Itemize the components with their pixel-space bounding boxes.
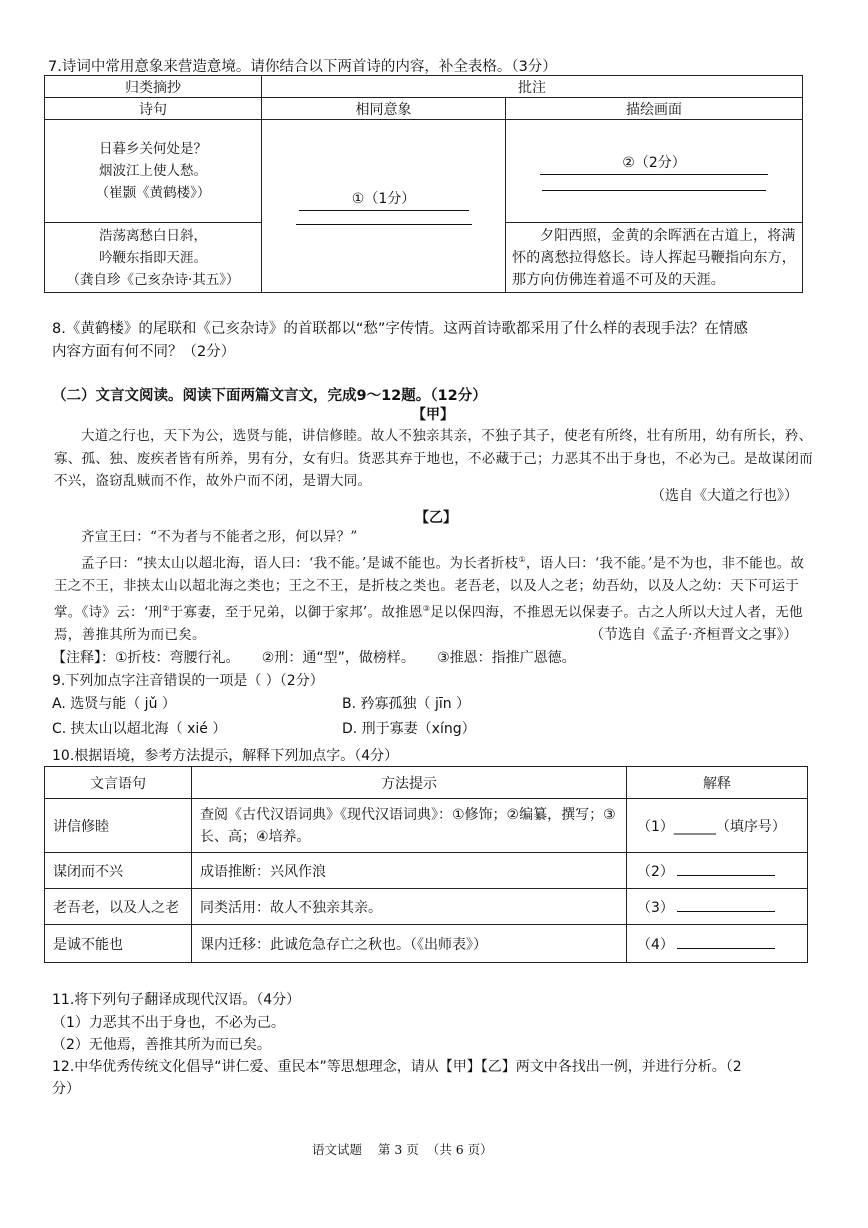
q10-answer-4[interactable]: （4） (627, 925, 808, 963)
q10-answer-3[interactable]: （3） (627, 889, 808, 925)
notes: 【注释】：①折枝：弯腰行礼。 ②刑：通“型”，做榜样。 ③推恩：指推广恩德。 (52, 650, 576, 666)
q10-sentence-2: 谋闭而不兴 (45, 853, 192, 889)
q7-table (44, 75, 803, 293)
q9-title: 9.下列加点字注音错误的一项是（ ）（2分） (52, 673, 324, 689)
q10-answer-2[interactable]: （2） (627, 853, 808, 889)
q10-hint-4: 课内迁移：此诚危急存亡之秋也。（《出师表》） (192, 925, 627, 963)
q10-hint-3: 同类活用：故人不独亲其亲。 (192, 889, 627, 925)
q7-header-right: 批注 (262, 76, 803, 98)
q11-title: 11.将下列句子翻译成现代汉语。（4分） (52, 992, 301, 1008)
q7-blank1-line2[interactable] (296, 223, 472, 225)
q8-line1: 8.《黄鹤楼》的尾联和《己亥杂诗》的首联都以“愁”字传情。这两首诗歌都采用了什么样的表现手法？在情感 (52, 321, 748, 337)
q7-header-left: 归类摘抄 (45, 76, 262, 98)
q11-sentence-1: （1）力恶其不出于身也，不必为己。 (52, 1015, 285, 1031)
q7-poem2: 浩荡离愁白日斜， 吟鞭东指即天涯。 （龚自珍《己亥杂诗·其五》） (45, 223, 262, 293)
q7-sub-image: 相同意象 (262, 98, 506, 120)
q9-option-d[interactable]: D. 刑于寡妻（xíng） (342, 721, 476, 737)
yi-p1: 齐宣王曰：“不为者与不能者之形，何以异？” (81, 529, 358, 545)
q10-hint-1: 查阅《古代汉语词典》《现代汉语词典》：①修饰；②编纂，撰写；③长、高；④培养。 (192, 799, 627, 853)
q12-line2: 分） (52, 1081, 80, 1097)
q8-line2: 内容方面有何不同？（2分） (52, 344, 236, 360)
q9-option-b[interactable]: B. 矜寡孤独（ jīn ） (342, 696, 471, 712)
q12-line1: 12.中华优秀传统文化倡导“讲仁爱、重民本”等思想理念，请从【甲】【乙】两文中各找出一例，并进行分析。（2 (52, 1059, 742, 1075)
q7-blank1[interactable]: ①（1分） (299, 188, 469, 211)
q7-blank2-cell (506, 120, 803, 223)
q10-sentence-3: 老吾老，以及人之老 (45, 889, 192, 925)
jia-source: （选自《大道之行也》） (651, 488, 798, 504)
section2-title: （二）文言文阅读。阅读下面两篇文言文，完成9～12题。（12分） (52, 388, 487, 404)
yi-p2: 孟子曰：“挟太山以超北海，语人曰：‘我不能。’是诚不能也。为长者折枝①，语人曰：‘我不能。’是不为也，非不能也。故王之不王，非挟太山以超北海之类也；王之不王，是折枝之类也。老吾老，以及人之老；幼吾幼，以及人之幼：天下可运于掌。《诗》云：‘刑②于寡妻，至于兄弟，以御于家邦’。故推恩③足以保四海，不推恩无以保妻子。古之人所以大过人者，无他焉，善推其所为而已矣。 (54, 555, 805, 643)
q7-sub-scene: 描绘画面 (506, 98, 803, 120)
q10-table (44, 766, 808, 963)
q7-scene2: 夕阳西照，金黄的余晖洒在古道上，将满怀的离愁拉得悠长。诗人挥起马鞭指向东方，那方向仿佛连着遥不可及的天涯。 (506, 223, 803, 293)
q10-sentence-4: 是诚不能也 (45, 925, 192, 963)
q10-header-answer: 解释 (627, 767, 808, 799)
q10-title: 10.根据语境，参考方法提示，解释下列加点字。（4分） (52, 748, 399, 764)
page-footer: 语文试题 第 3 页 （共 6 页） (312, 1142, 493, 1157)
q7-poem1: 日暮乡关何处是？ 烟波江上使人愁。 （崔颢《黄鹤楼》） (45, 120, 262, 223)
q11-sentence-2: （2）无他焉，善推其所为而已矣。 (52, 1037, 271, 1053)
yi-source: （节选自《孟子·齐桓晋文之事》） (590, 627, 798, 643)
q7-blank1-cell (262, 120, 506, 293)
q7-sub-poem: 诗句 (45, 98, 262, 120)
jia-label: 【甲】 (412, 407, 454, 423)
jia-text: 大道之行也，天下为公，选贤与能，讲信修睦。故人不独亲其亲，不独子其子，使老有所终，壮有所用，幼有所长，矜、寡、孤、独、废疾者皆有所养，男有分，女有归。货恶其弃于地也，不必藏于己；力恶其不出于身也，不必为己。是故谋闭而不兴，盗窃乱贼而不作，故外户而不闭，是谓大同。 (54, 428, 813, 489)
q10-header-sentence: 文言语句 (45, 767, 192, 799)
q9-option-c[interactable]: C. 挟太山以超北海（ xié ） (52, 721, 227, 737)
q10-hint-2: 成语推断：兴风作浪 (192, 853, 627, 889)
q10-sentence-1: 讲信修睦 (45, 799, 192, 853)
q7-blank2[interactable]: ②（2分） (540, 152, 768, 175)
q7-title: 7.诗词中常用意象来营造意境。请你结合以下两首诗的内容，补全表格。（3分） (48, 59, 557, 75)
q9-option-a[interactable]: A. 选贤与能（ jǔ ） (52, 696, 176, 712)
q10-answer-1[interactable]: （1）______（填序号） (627, 799, 808, 853)
q7-blank2-line2[interactable] (542, 189, 766, 191)
yi-label: 【乙】 (415, 510, 457, 526)
q10-header-hint: 方法提示 (192, 767, 627, 799)
